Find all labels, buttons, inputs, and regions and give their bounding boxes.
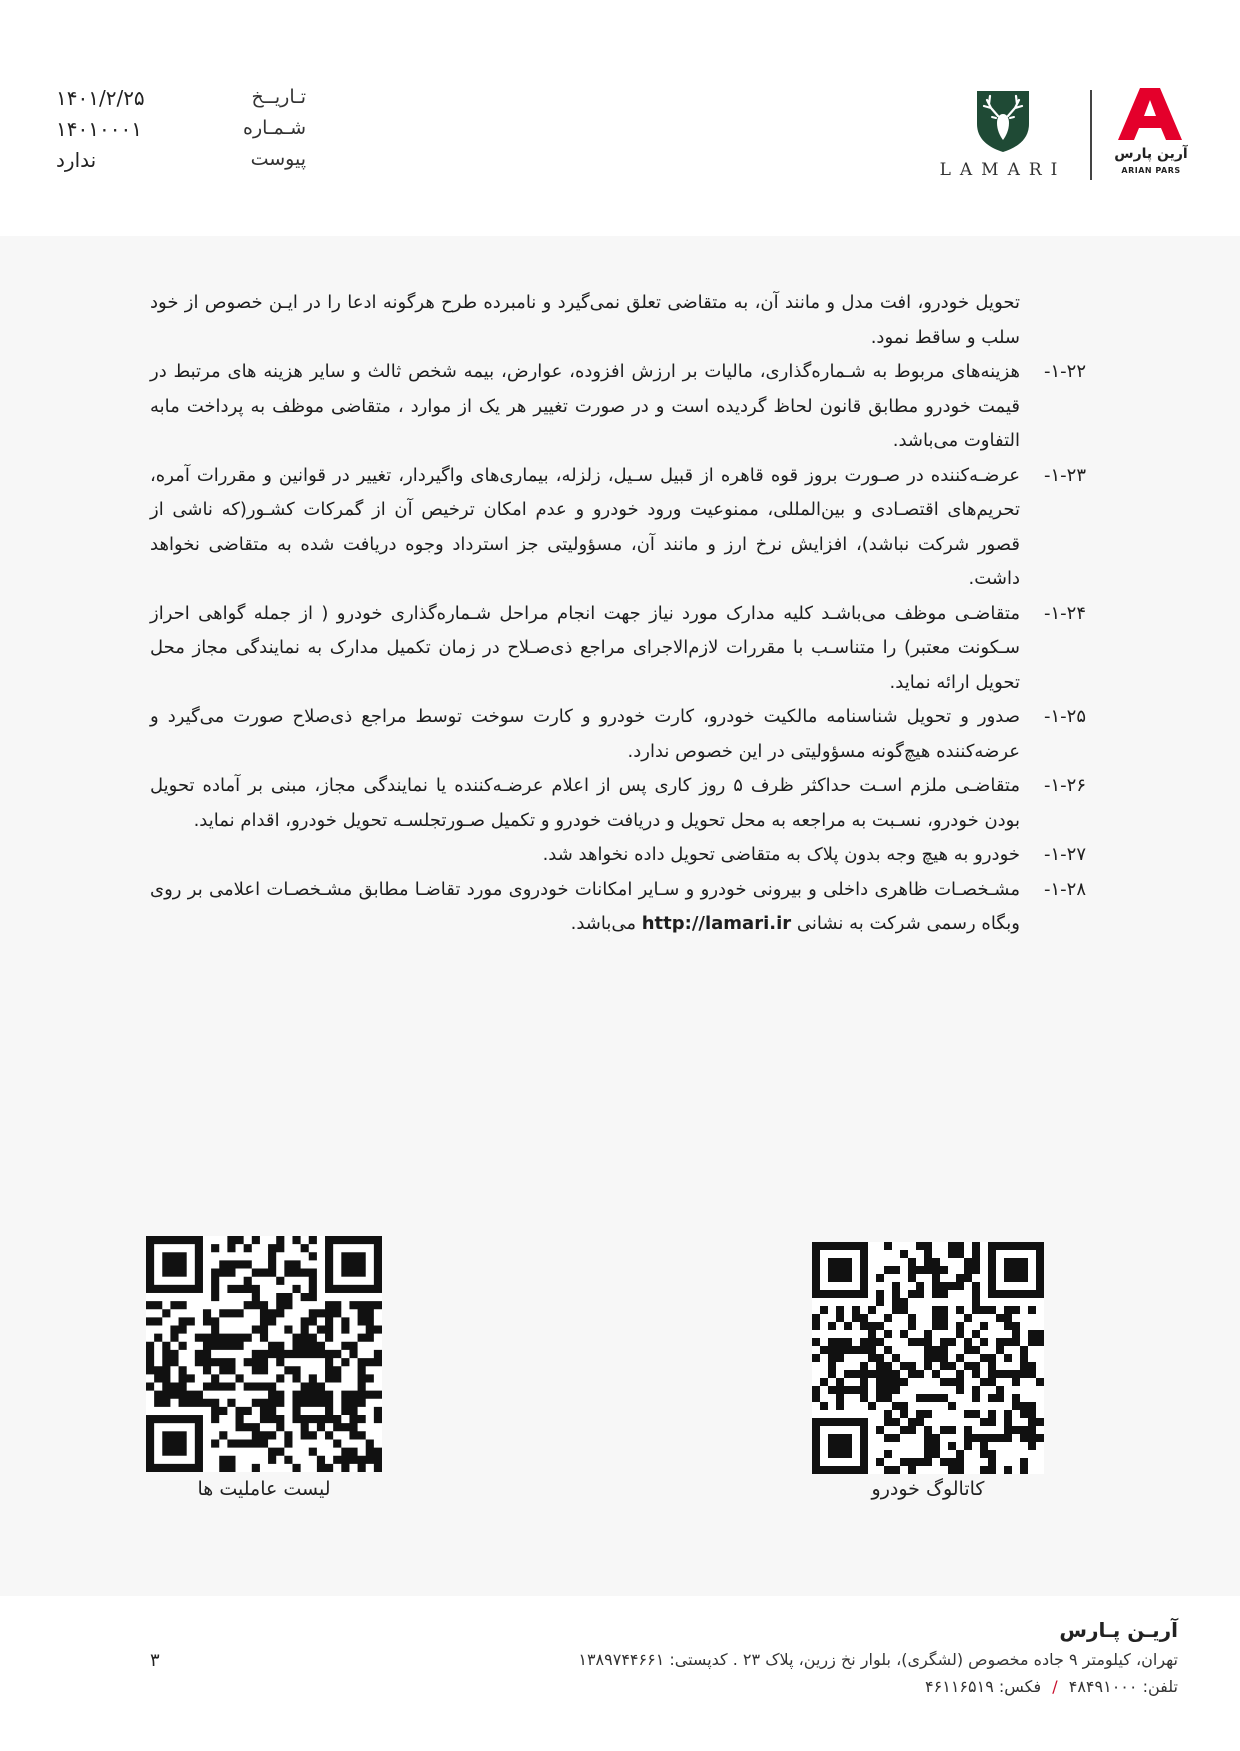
meta-date-label: تـاریــخ xyxy=(251,86,306,108)
website-link[interactable]: http://lamari.ir xyxy=(641,913,792,934)
qr-finder xyxy=(812,1242,868,1298)
clause-1-23 xyxy=(150,459,1086,597)
clause-1-22 xyxy=(150,355,1086,459)
clause-1-26 xyxy=(150,769,1086,838)
clause-text: خودرو به هیچ وجه بدون پلاک به متقاضی تحویل داده نخواهد شد. xyxy=(542,844,1020,865)
deer-shield-icon xyxy=(974,88,1032,154)
footer-address: تهران، کیلومتر ۹ جاده مخصوص (لشگری)، بلوار نخ زرین، پلاک ۲۳ . کدپستی: ۱۳۸۹۷۴۴۶۶۱ xyxy=(578,1650,1178,1669)
meta-number-row xyxy=(56,117,306,148)
phone-number: ۴۸۴۹۱۰۰۰ xyxy=(1068,1677,1138,1696)
fax-label: فکس: xyxy=(998,1677,1042,1696)
clause-text: متقاضـی ملزم اسـت حداکثر ظرف ۵ روز کاری پس از اعلام عرضـه‌کننده یا نمایندگی مجاز، مبنی بر آماده تحویل بودن خودرو، نسـبت به مراجعه به محل تحویل و دریافت خودرو و تکمیل صـورتجلسـه تحویل خودرو، اقدام نماید. xyxy=(150,775,1020,831)
qr-pattern xyxy=(812,1242,1044,1474)
qr-finder xyxy=(146,1415,203,1472)
meta-attachment-label: پیوست xyxy=(250,148,306,170)
clause-1-28 xyxy=(150,873,1086,942)
arian-logo-fa: آرین پارس xyxy=(1114,146,1188,162)
clause-number: ۱-۲۳- xyxy=(1044,464,1086,486)
meta-date-row xyxy=(56,86,306,117)
letter-meta xyxy=(56,86,306,179)
meta-number-value: ۱۴۰۱۰۰۰۱ xyxy=(56,117,142,141)
fax-number: ۴۶۱۱۶۵۱۹ xyxy=(925,1677,994,1696)
lamari-wordmark: LAMARI xyxy=(939,160,1067,180)
clause-1-24 xyxy=(150,597,1086,701)
clause-text: صدور و تحویل شناسنامه مالکیت خودرو، کارت خودرو و کارت سوخت توسط مراجع ذی‌صلاح صورت می‌گیرد و عرضه‌کننده هیچ‌گونه مسؤولیتی در این خصوص ندارد. xyxy=(150,706,1020,762)
clause-number: ۱-۲۵- xyxy=(1044,706,1086,727)
clause-1-27 xyxy=(150,838,1086,873)
page-footer xyxy=(0,1596,1240,1751)
meta-date-value: ۱۴۰۱/۲/۲۵ xyxy=(56,86,145,110)
qr-finder xyxy=(146,1236,203,1293)
qr-finder xyxy=(988,1242,1044,1298)
meta-number-label: شـمـاره xyxy=(243,117,306,139)
clause-text: متقاضـی موظف می‌باشـد کلیه مدارک مورد نیاز جهت انجام مراحل شـماره‌گذاری خودرو ( از جمله گواهی احراز سـکونت معتبر) را متناسـب با مقررات لازم‌الاجرای مراجع ذی‌صـلاح در زمان تکمیل مدارک به نمایندگی مجاز محل تحویل ارائه نماید. xyxy=(150,602,1020,693)
footer-company-name: آریـن پـارس xyxy=(1059,1618,1178,1642)
meta-attachment-value: ندارد xyxy=(56,148,97,172)
clause-number: ۱-۲۶- xyxy=(1044,775,1086,796)
qr-finder xyxy=(812,1418,868,1474)
clause-number: ۱-۲۴- xyxy=(1044,602,1086,624)
page-number: ۳ xyxy=(150,1650,160,1671)
clause-text: مشـخصـات ظاهری داخلی و بیرونی خودرو و سـایر امکانات خودروی مورد تقاضـا مطابق مشـخصـات اعلامی بر روی وبگاه رسمی شرکت به نشانی xyxy=(150,878,1020,934)
meta-attachment-row xyxy=(56,148,306,179)
clause-number: ۱-۲۸- xyxy=(1044,878,1086,900)
clause-text: هزینه‌های مربوط به شـماره‌گذاری، مالیات بر ارزش افزوده، عوارض، بیمه شخص ثالث و سایر هزینه های مرتبط در قیمت خودرو مطابق قانون لحاظ گردیده است و در صورت تغییر هر یک از موارد ، متقاضی موظف به پرداخت مابه التفاوت می‌باشد. xyxy=(150,361,1020,451)
qr-finder xyxy=(325,1236,382,1293)
clause-number: ۱-۲۷- xyxy=(1044,844,1086,865)
qr-code-agencies[interactable] xyxy=(146,1236,382,1472)
phone-label: تلفن: xyxy=(1142,1677,1178,1696)
clause-number: ۱-۲۲- xyxy=(1044,361,1086,382)
continuation-paragraph: تحویل خودرو، افت مدل و مانند آن، به متقاضی تعلق نمی‌گیرد و نامبرده طرح هرگونه ادعا را در ایـن خصوص از خود سلب و ساقط نمود. xyxy=(150,292,1020,348)
qr-caption-catalog: کاتالوگ خودرو xyxy=(871,1478,985,1500)
arian-pars-logo xyxy=(1112,86,1190,182)
footer-contact xyxy=(925,1677,1178,1696)
letterhead xyxy=(0,0,1240,236)
contact-separator: / xyxy=(1052,1677,1058,1696)
clause-text: عرضـه‌کننده در صـورت بروز قوه قاهره از قبیل سـیل، زلزله، بیماری‌های واگیردار، تغییر در قوانین و مقررات آمره، تحریم‌های اقتصـادی و بین‌المللی، ممنوعیت ورود خودرو و عدم امکان ترخیص آن از گمرکات کشـور(که ناشی از قصور شرکت نباشد)، افزایش نرخ ارز و مانند آن، مسؤولیتی جز استرداد وجوه دریافت شده به متقاضی نخواهد داشت. xyxy=(150,464,1020,589)
clause-1-25 xyxy=(150,700,1086,769)
logo-divider xyxy=(1090,90,1092,180)
qr-caption-agencies: لیست عاملیت ها xyxy=(197,1478,331,1500)
terms-text xyxy=(150,286,1086,942)
arian-a-icon xyxy=(1116,86,1184,142)
arian-logo-en: ARIAN PARS xyxy=(1121,166,1181,175)
qr-code-catalog[interactable] xyxy=(812,1242,1044,1474)
lamari-logo xyxy=(938,88,1068,184)
qr-pattern xyxy=(146,1236,382,1472)
clause-text-end: می‌باشد. xyxy=(570,913,636,934)
